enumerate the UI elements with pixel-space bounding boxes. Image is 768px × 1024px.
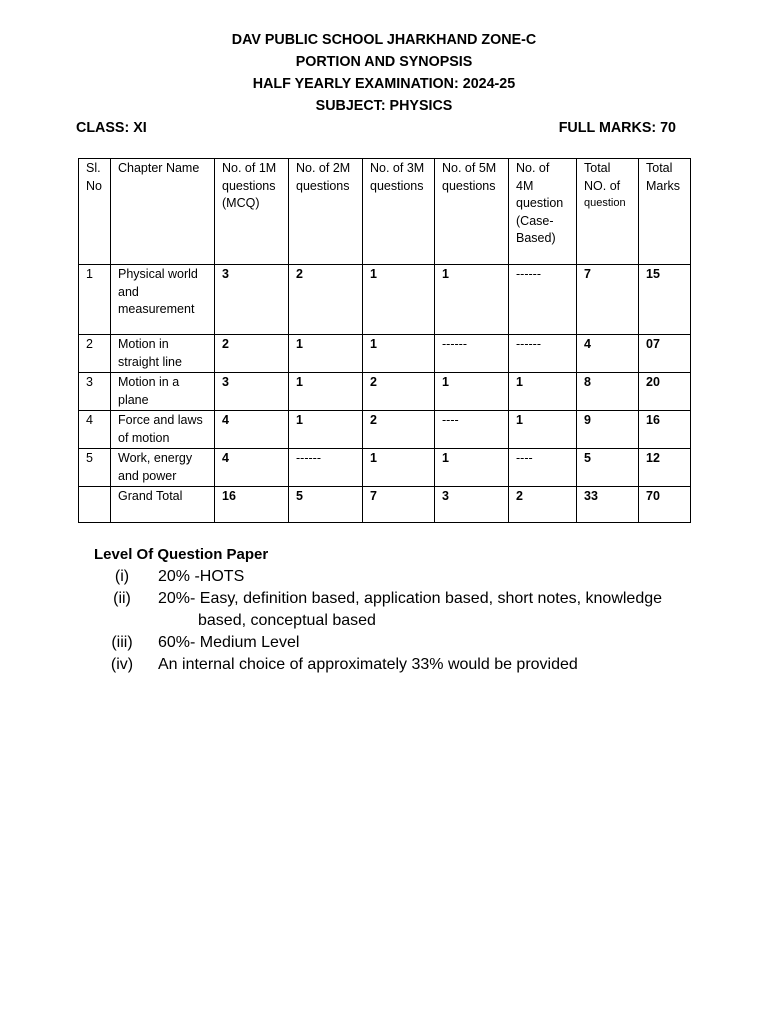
q3m-cell: 1 xyxy=(363,449,435,487)
q4m-case-cell: ------ xyxy=(509,335,577,373)
list-marker: (iv) xyxy=(110,656,134,673)
q5m-cell: 1 xyxy=(435,265,509,335)
full-marks-label: FULL MARKS: 70 xyxy=(558,120,676,136)
chapter-name-cell: Motion in straight line xyxy=(111,335,215,373)
q1m-cell: 3 xyxy=(215,265,289,335)
q5m-cell: 1 xyxy=(435,373,509,411)
column-header-4m-case-based xyxy=(509,159,577,265)
total-questions-cell: 7 xyxy=(577,265,639,335)
q4m-case-cell: ------ xyxy=(509,265,577,335)
q1m-cell: 4 xyxy=(215,449,289,487)
list-item-text: 60%- Medium Level xyxy=(158,634,300,651)
list-item xyxy=(0,654,768,676)
q2m-total-cell: 5 xyxy=(289,487,363,523)
class-label: CLASS: XI xyxy=(76,120,147,136)
column-header-3m-questions: No. of 3M questions xyxy=(363,159,435,265)
q3m-total-cell: 7 xyxy=(363,487,435,523)
q1m-cell: 4 xyxy=(215,411,289,449)
sl-no-cell: 3 xyxy=(79,373,111,411)
column-header-sl-no: Sl. No xyxy=(79,159,111,265)
q3m-cell: 1 xyxy=(363,335,435,373)
q4m-case-cell: 1 xyxy=(509,373,577,411)
q3m-cell: 2 xyxy=(363,373,435,411)
total-questions-total-cell: 33 xyxy=(577,487,639,523)
empty-cell xyxy=(79,487,111,523)
q1m-cell: 3 xyxy=(215,373,289,411)
total-marks-cell: 12 xyxy=(639,449,691,487)
total-marks-cell: 07 xyxy=(639,335,691,373)
list-item xyxy=(0,632,768,654)
sl-no-cell: 4 xyxy=(79,411,111,449)
list-marker: (ii) xyxy=(113,590,131,607)
q2m-cell: 2 xyxy=(289,265,363,335)
q2m-cell: 1 xyxy=(289,373,363,411)
column-header-total-questions xyxy=(577,159,639,265)
total-marks-total-cell: 70 xyxy=(639,487,691,523)
table-row xyxy=(79,373,691,411)
chapter-name-cell: Force and laws of motion xyxy=(111,411,215,449)
document-header xyxy=(0,29,768,117)
column-header-2m-questions: No. of 2M questions xyxy=(289,159,363,265)
column-header-1m-questions: No. of 1M questions (MCQ) xyxy=(215,159,289,265)
q2m-cell: 1 xyxy=(289,411,363,449)
list-item-text: 20% -HOTS xyxy=(158,568,245,585)
q3m-cell: 2 xyxy=(363,411,435,449)
table-row xyxy=(79,335,691,373)
column-header-total-marks: Total Marks xyxy=(639,159,691,265)
column-header-4m-label: No. of 4M question (Case-Based) xyxy=(516,161,564,245)
total-marks-cell: 15 xyxy=(639,265,691,335)
sl-no-cell: 2 xyxy=(79,335,111,373)
exam-name: HALF YEARLY EXAMINATION: 2024-25 xyxy=(252,76,516,92)
sl-no-cell: 5 xyxy=(79,449,111,487)
subject-name: SUBJECT: PHYSICS xyxy=(315,98,453,114)
q3m-cell: 1 xyxy=(363,265,435,335)
q4m-case-cell: ---- xyxy=(509,449,577,487)
synopsis-table xyxy=(78,158,691,523)
q5m-cell: ---- xyxy=(435,411,509,449)
document-title: PORTION AND SYNOPSIS xyxy=(295,54,473,70)
column-header-5m-questions: No. of 5M questions xyxy=(435,159,509,265)
total-questions-cell: 5 xyxy=(577,449,639,487)
chapter-name-cell: Work, energy and power xyxy=(111,449,215,487)
grand-total-label: Grand Total xyxy=(111,487,215,523)
levels-heading: Level Of Question Paper xyxy=(94,546,269,563)
total-questions-cell: 9 xyxy=(577,411,639,449)
table-row xyxy=(79,449,691,487)
total-marks-cell: 16 xyxy=(639,411,691,449)
total-questions-cell: 4 xyxy=(577,335,639,373)
q5m-total-cell: 3 xyxy=(435,487,509,523)
q5m-cell: 1 xyxy=(435,449,509,487)
grand-total-row xyxy=(79,487,691,523)
q2m-cell: 1 xyxy=(289,335,363,373)
q4m-case-cell: 1 xyxy=(509,411,577,449)
list-marker: (iii) xyxy=(111,634,133,651)
q1m-total-cell: 16 xyxy=(215,487,289,523)
school-name: DAV PUBLIC SCHOOL JHARKHAND ZONE-C xyxy=(231,32,537,48)
table-header-row xyxy=(79,159,691,265)
column-header-chapter-name: Chapter Name xyxy=(111,159,215,265)
list-item xyxy=(0,588,768,632)
total-questions-cell: 8 xyxy=(577,373,639,411)
chapter-name-cell: Motion in a plane xyxy=(111,373,215,411)
q2m-cell: ------ xyxy=(289,449,363,487)
table-row xyxy=(79,411,691,449)
sl-no-cell: 1 xyxy=(79,265,111,335)
chapter-name-cell: Physical world and measurement xyxy=(111,265,215,335)
list-item-text: An internal choice of approximately 33% would be provided xyxy=(158,656,578,673)
column-header-total-questions-label: Total NO. of xyxy=(584,161,621,193)
q5m-cell: ------ xyxy=(435,335,509,373)
total-marks-cell: 20 xyxy=(639,373,691,411)
list-item-text: 20%- Easy, definition based, application based, short notes, knowledge based, conceptual based xyxy=(158,590,663,629)
levels-list xyxy=(0,566,768,676)
q4m-case-total-cell: 2 xyxy=(509,487,577,523)
list-marker: (i) xyxy=(114,568,130,585)
list-item xyxy=(0,566,768,588)
table-row xyxy=(79,265,691,335)
column-header-total-questions-sub: question xyxy=(584,197,626,209)
q1m-cell: 2 xyxy=(215,335,289,373)
